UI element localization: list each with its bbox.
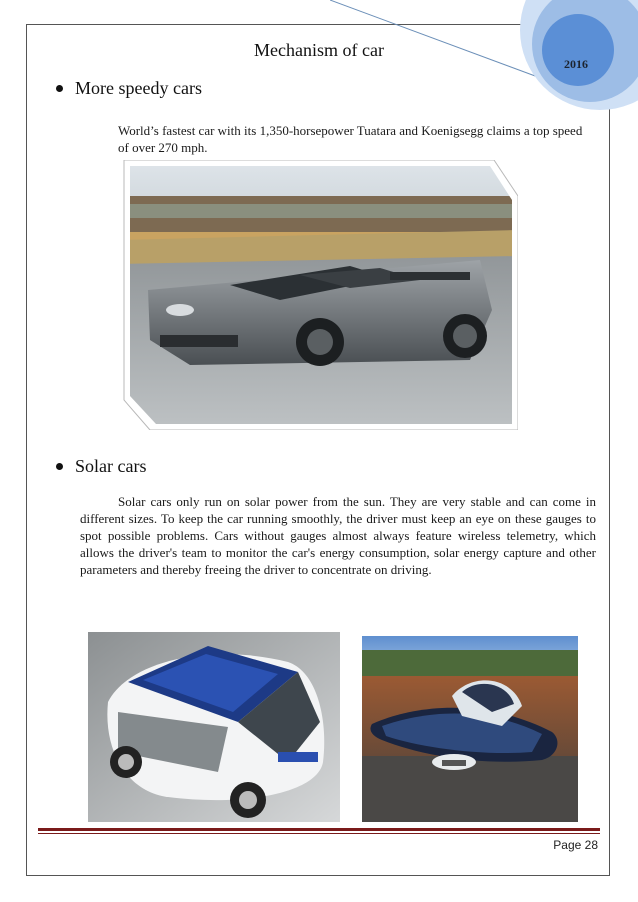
section-paragraph-solar-cars: Solar cars only run on solar power from the sun. They are very stable and can come in different sizes. To keep the car running smoothly, the driver must keep an eye on these gauges to spot possible problems. Cars without gauges almost always feature wireless telemetry, which allows the driver's team to monitor the car's energy consumption, solar energy capture and other parameters and thereby freeing the driver to concentrate on driving. [80, 494, 596, 577]
solar-car-photo-racing [362, 636, 578, 822]
bullet-icon [56, 85, 63, 92]
section-heading-text: More speedy cars [75, 78, 202, 98]
solar-car-photo-compact [88, 632, 340, 822]
bullet-icon [56, 463, 63, 470]
sports-car-photo [120, 160, 518, 430]
page-number: Page 28 [553, 838, 598, 852]
page-header-title: Mechanism of car [254, 40, 384, 60]
footer-rule-thin [38, 833, 600, 834]
section-heading-solar-cars [56, 456, 146, 477]
section-heading-speedy-cars [56, 78, 202, 99]
section-paragraph-speedy-cars: World’s fastest car with its 1,350-horsepower Tuatara and Koenigsegg claims a top speed of over 270 mph. [118, 123, 583, 155]
year-badge: 2016 [564, 56, 588, 71]
footer-rule [38, 828, 600, 831]
section-heading-text: Solar cars [75, 456, 147, 476]
